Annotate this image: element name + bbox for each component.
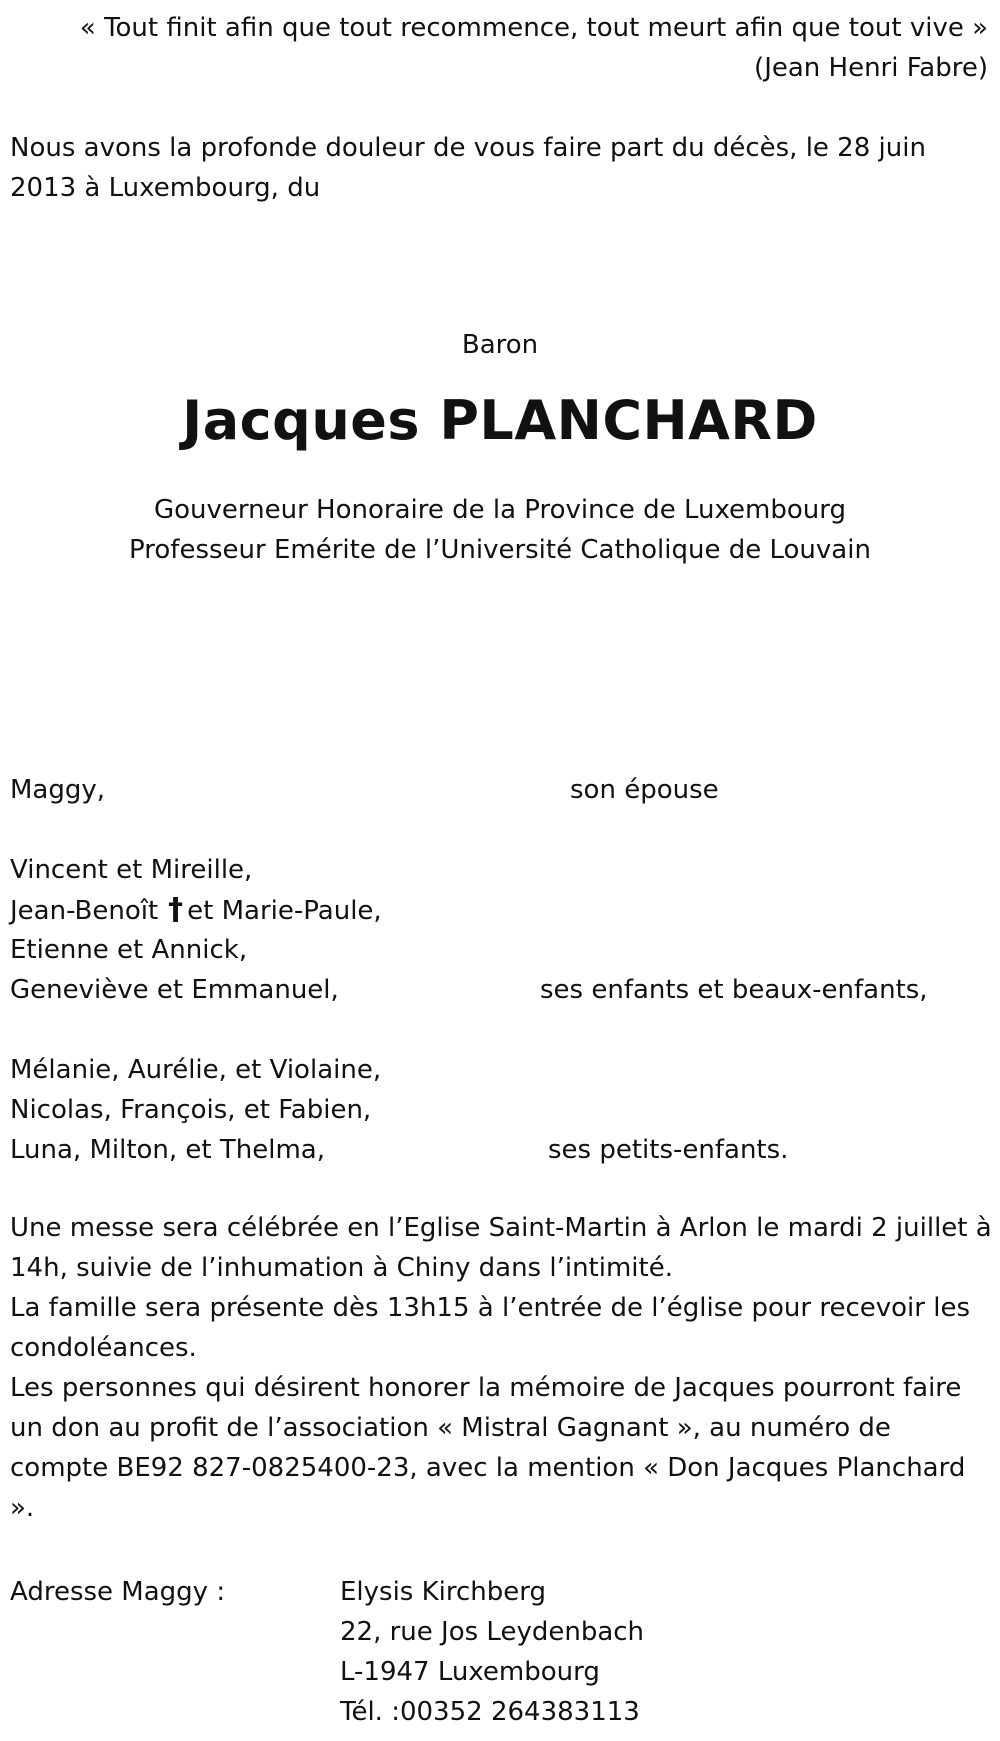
- spouse-relation: son épouse: [570, 775, 719, 805]
- child-spouse-marie-paule: et Marie-Paule,: [187, 896, 382, 926]
- epigraph-quote: [80, 8, 988, 88]
- donation-paragraph: Les personnes qui désirent honorer la mémoire de Jacques pourront faire un don au profit de l’association « Mistral Gagnant », au numéro de compte BE92 827-0825400-23, avec la mention « Don Jacques Planchard ».: [10, 1373, 966, 1523]
- address-line-phone: Tél. :00352 264383113: [340, 1697, 640, 1727]
- children-relation: ses enfants et beaux-enfants,: [540, 975, 928, 1005]
- child-line-3: Etienne et Annick,: [10, 935, 248, 965]
- child-line-4: Geneviève et Emmanuel,: [10, 975, 339, 1005]
- child-line-1: Vincent et Mireille,: [10, 855, 253, 885]
- address-line-street: 22, rue Jos Leydenbach: [340, 1617, 645, 1647]
- child-name-jean-benoit: Jean-Benoît: [10, 896, 159, 926]
- grandchild-line-2: Nicolas, François, et Fabien,: [10, 1095, 372, 1125]
- quote-author: (Jean Henri Fabre): [754, 53, 988, 83]
- address-line-residence: Elysis Kirchberg: [340, 1577, 547, 1607]
- announcement-intro: Nous avons la profonde douleur de vous faire part du décès, le 28 juin 2013 à Luxembourg, du: [10, 133, 926, 203]
- grandchild-line-1: Mélanie, Aurélie, et Violaine,: [10, 1055, 382, 1085]
- address-line-city: L-1947 Luxembourg: [340, 1657, 600, 1687]
- quote-text: « Tout finit afin que tout recommence, tout meurt afin que tout vive »: [79, 13, 988, 43]
- condolences-paragraph: La famille sera présente dès 13h15 à l’entrée de l’église pour recevoir les condoléances.: [10, 1293, 970, 1363]
- mass-paragraph: Une messe sera célébrée en l’Eglise Saint-Martin à Arlon le mardi 2 juillet à 14h, suivie de l’inhumation à Chiny dans l’intimité.: [10, 1213, 992, 1283]
- grandchildren-relation: ses petits-enfants.: [548, 1135, 789, 1165]
- spouse-name: Maggy,: [10, 775, 106, 805]
- deceased-cross-icon: †: [168, 892, 184, 927]
- deceased-name: Jacques PLANCHARD: [182, 389, 818, 452]
- ceremony-info: [10, 1208, 995, 1528]
- address-label: Adresse Maggy :: [10, 1577, 226, 1607]
- function-professor: Professeur Emérite de l’Université Catholique de Louvain: [129, 535, 871, 565]
- address-block: [340, 1572, 644, 1732]
- deceased-title: Baron: [461, 330, 539, 360]
- deceased-functions: [0, 490, 1000, 570]
- function-governor: Gouverneur Honoraire de la Province de Luxembourg: [153, 495, 846, 525]
- grandchild-line-3: Luna, Milton, et Thelma,: [10, 1135, 325, 1165]
- child-line-2: [10, 890, 382, 931]
